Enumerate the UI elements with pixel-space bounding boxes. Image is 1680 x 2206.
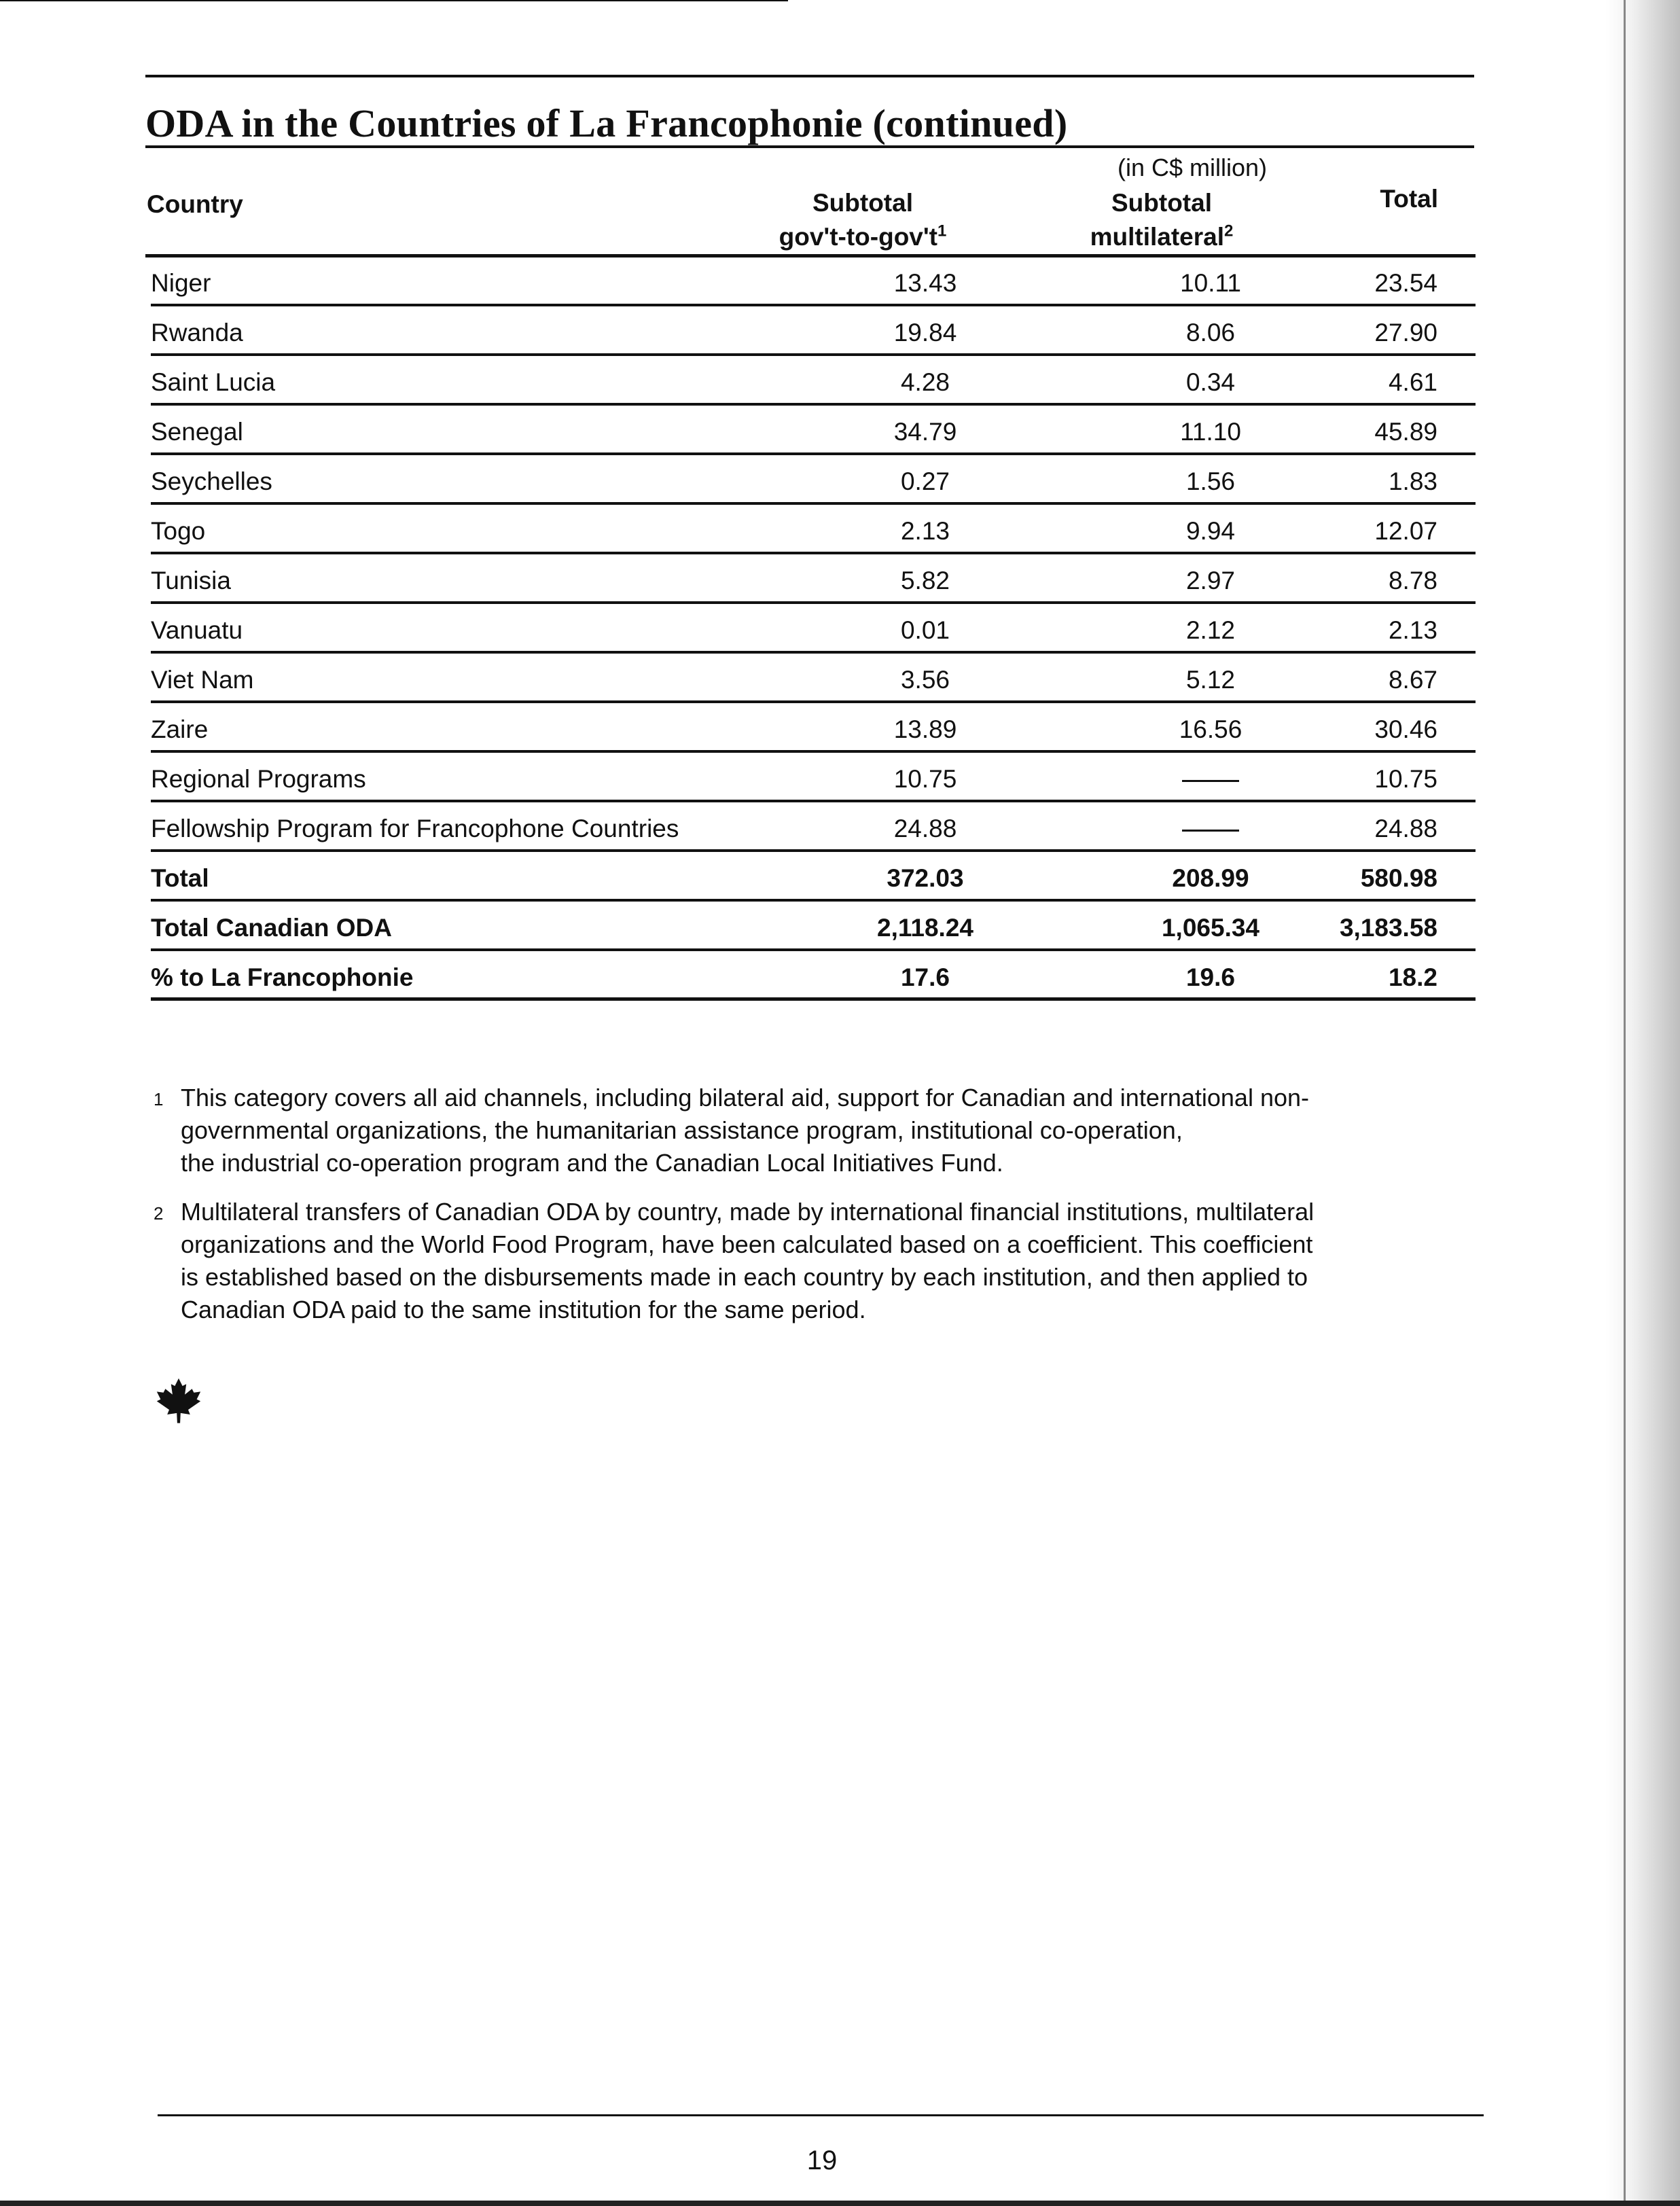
table-row bbox=[151, 951, 1476, 1001]
empty-value-dash bbox=[1182, 830, 1239, 832]
subtotal-gov-cell: 34.79 bbox=[893, 418, 957, 446]
footnote-1-line: This category covers all aid channels, including bilateral aid, support for Canadian and international non- bbox=[181, 1084, 1309, 1111]
total-cell: 27.90 bbox=[1374, 319, 1437, 346]
footnote-2-line: is established based on the disbursements made in each country by each institution, and then applied to bbox=[181, 1263, 1308, 1291]
scan-edge-line bbox=[1624, 0, 1626, 2206]
footnote-2 bbox=[154, 1196, 1376, 1326]
subtotal-gov-cell: 13.43 bbox=[893, 269, 957, 297]
subtotal-gov-cell: 24.88 bbox=[893, 815, 957, 842]
footnote-2-marker: 2 bbox=[154, 1203, 164, 1224]
country-cell: Total bbox=[151, 864, 209, 892]
subtotal-multilateral-cell: 0.34 bbox=[1185, 368, 1235, 396]
total-cell: 4.61 bbox=[1388, 368, 1437, 396]
subtotal-gov-cell: 10.75 bbox=[893, 765, 957, 793]
footnote-1-marker: 1 bbox=[154, 1089, 164, 1109]
subtotal-multilateral-cell: 1,065.34 bbox=[1161, 914, 1260, 942]
subtotal-multilateral-cell bbox=[1075, 815, 1346, 843]
subtotal-multilateral-cell: 208.99 bbox=[1172, 864, 1249, 892]
header-gov-line1: Subtotal bbox=[812, 189, 913, 217]
subtotal-multilateral-cell: 19.6 bbox=[1185, 963, 1235, 991]
subtotal-multilateral-cell: 11.10 bbox=[1180, 418, 1241, 446]
country-cell: Total Canadian ODA bbox=[151, 914, 392, 942]
subtotal-multilateral-cell: 8.06 bbox=[1185, 319, 1235, 346]
table-row bbox=[151, 604, 1476, 654]
subtotal-gov-cell: 19.84 bbox=[893, 319, 957, 346]
units-note: (in C$ million) bbox=[1117, 154, 1268, 181]
total-cell: 1.83 bbox=[1388, 467, 1437, 495]
total-cell: 18.2 bbox=[1388, 963, 1437, 991]
total-cell: 23.54 bbox=[1374, 269, 1437, 297]
header-multi-line1: Subtotal bbox=[1111, 189, 1212, 217]
header-multi-text: multilateral bbox=[1090, 223, 1225, 251]
scan-bottom-edge bbox=[0, 2201, 1680, 2206]
country-cell: Togo bbox=[151, 517, 206, 545]
country-cell: Viet Nam bbox=[151, 666, 254, 694]
footnote-1 bbox=[154, 1082, 1376, 1179]
subtotal-gov-cell: 2.13 bbox=[900, 517, 950, 545]
total-cell: 12.07 bbox=[1374, 517, 1437, 545]
table-row bbox=[151, 356, 1476, 406]
country-cell: Tunisia bbox=[151, 567, 231, 594]
subtotal-gov-cell: 17.6 bbox=[900, 963, 950, 991]
subtotal-gov-cell: 372.03 bbox=[887, 864, 964, 892]
subtotal-gov-cell: 3.56 bbox=[900, 666, 950, 694]
scan-top-edge bbox=[0, 0, 788, 1]
page-title: ODA in the Countries of La Francophonie (continued) bbox=[145, 101, 1068, 145]
table-row bbox=[151, 306, 1476, 356]
total-cell: 2.13 bbox=[1388, 616, 1437, 644]
footnote-ref-1: 1 bbox=[937, 221, 947, 241]
header-total: Total bbox=[1380, 185, 1438, 213]
table-row bbox=[151, 902, 1476, 951]
subtotal-multilateral-cell: 5.12 bbox=[1185, 666, 1235, 694]
table-row bbox=[151, 257, 1476, 306]
total-cell: 10.75 bbox=[1374, 765, 1437, 793]
table-row bbox=[151, 455, 1476, 505]
country-cell: Vanuatu bbox=[151, 616, 243, 644]
country-cell: Rwanda bbox=[151, 319, 243, 346]
subtotal-multilateral-cell: 1.56 bbox=[1185, 467, 1235, 495]
total-cell: 45.89 bbox=[1374, 418, 1437, 446]
country-cell: Senegal bbox=[151, 418, 243, 446]
footnote-2-line: Canadian ODA paid to the same institution for the same period. bbox=[181, 1296, 866, 1323]
country-cell: Saint Lucia bbox=[151, 368, 276, 396]
header-gov-text: gov't-to-gov't bbox=[779, 223, 937, 251]
header-multi-line2 bbox=[1026, 220, 1298, 254]
table-row bbox=[151, 802, 1476, 852]
scan-edge-shadow bbox=[1605, 0, 1680, 2206]
country-cell: Niger bbox=[151, 269, 211, 297]
table-row bbox=[151, 505, 1476, 554]
table-row bbox=[151, 654, 1476, 703]
table-row bbox=[151, 554, 1476, 604]
country-cell: % to La Francophonie bbox=[151, 963, 414, 991]
subtotal-multilateral-cell bbox=[1075, 765, 1346, 794]
subtotal-multilateral-cell: 2.97 bbox=[1185, 567, 1235, 594]
country-cell: Seychelles bbox=[151, 467, 272, 495]
total-cell: 8.67 bbox=[1388, 666, 1437, 694]
total-cell: 580.98 bbox=[1360, 864, 1437, 892]
oda-table-body bbox=[151, 257, 1476, 1001]
country-cell: Regional Programs bbox=[151, 765, 366, 793]
header-subtotal-gov bbox=[727, 186, 999, 254]
country-cell: Zaire bbox=[151, 715, 209, 743]
table-row bbox=[151, 703, 1476, 753]
bottom-rule bbox=[158, 2114, 1484, 2116]
subtotal-gov-cell: 5.82 bbox=[900, 567, 950, 594]
footnote-2-line: Multilateral transfers of Canadian ODA by country, made by international financial institutions, multilateral bbox=[181, 1198, 1315, 1226]
total-cell: 3,183.58 bbox=[1339, 914, 1437, 942]
subtotal-multilateral-cell: 10.11 bbox=[1180, 269, 1241, 297]
subtotal-gov-cell: 0.01 bbox=[900, 616, 950, 644]
total-cell: 30.46 bbox=[1374, 715, 1437, 743]
footnote-2-line: organizations and the World Food Program, have been calculated based on a coefficient. This coefficient bbox=[181, 1230, 1313, 1258]
total-cell: 24.88 bbox=[1374, 815, 1437, 842]
title-rule bbox=[145, 145, 1474, 148]
table-row bbox=[151, 753, 1476, 802]
country-cell: Fellowship Program for Francophone Countries bbox=[151, 815, 679, 842]
subtotal-gov-cell: 0.27 bbox=[900, 467, 950, 495]
table-row bbox=[151, 852, 1476, 902]
footnote-1-line: the industrial co-operation program and the Canadian Local Initiatives Fund. bbox=[181, 1149, 1003, 1177]
table-row bbox=[151, 406, 1476, 455]
footnote-1-line: governmental organizations, the humanitarian assistance program, institutional co-operation, bbox=[181, 1116, 1183, 1144]
top-rule bbox=[145, 75, 1474, 77]
footnote-ref-2: 2 bbox=[1224, 221, 1234, 241]
subtotal-gov-cell: 4.28 bbox=[900, 368, 950, 396]
header-subtotal-multilateral bbox=[1026, 186, 1298, 254]
maple-leaf-icon bbox=[155, 1376, 202, 1424]
empty-value-dash bbox=[1182, 780, 1239, 782]
header-country: Country bbox=[147, 190, 243, 218]
header-gov-line2 bbox=[727, 220, 999, 254]
page-number: 19 bbox=[806, 2146, 838, 2175]
subtotal-multilateral-cell: 9.94 bbox=[1185, 517, 1235, 545]
subtotal-gov-cell: 13.89 bbox=[893, 715, 957, 743]
subtotal-multilateral-cell: 16.56 bbox=[1179, 715, 1243, 743]
subtotal-multilateral-cell: 2.12 bbox=[1185, 616, 1235, 644]
subtotal-gov-cell: 2,118.24 bbox=[877, 914, 973, 942]
total-cell: 8.78 bbox=[1388, 567, 1437, 594]
